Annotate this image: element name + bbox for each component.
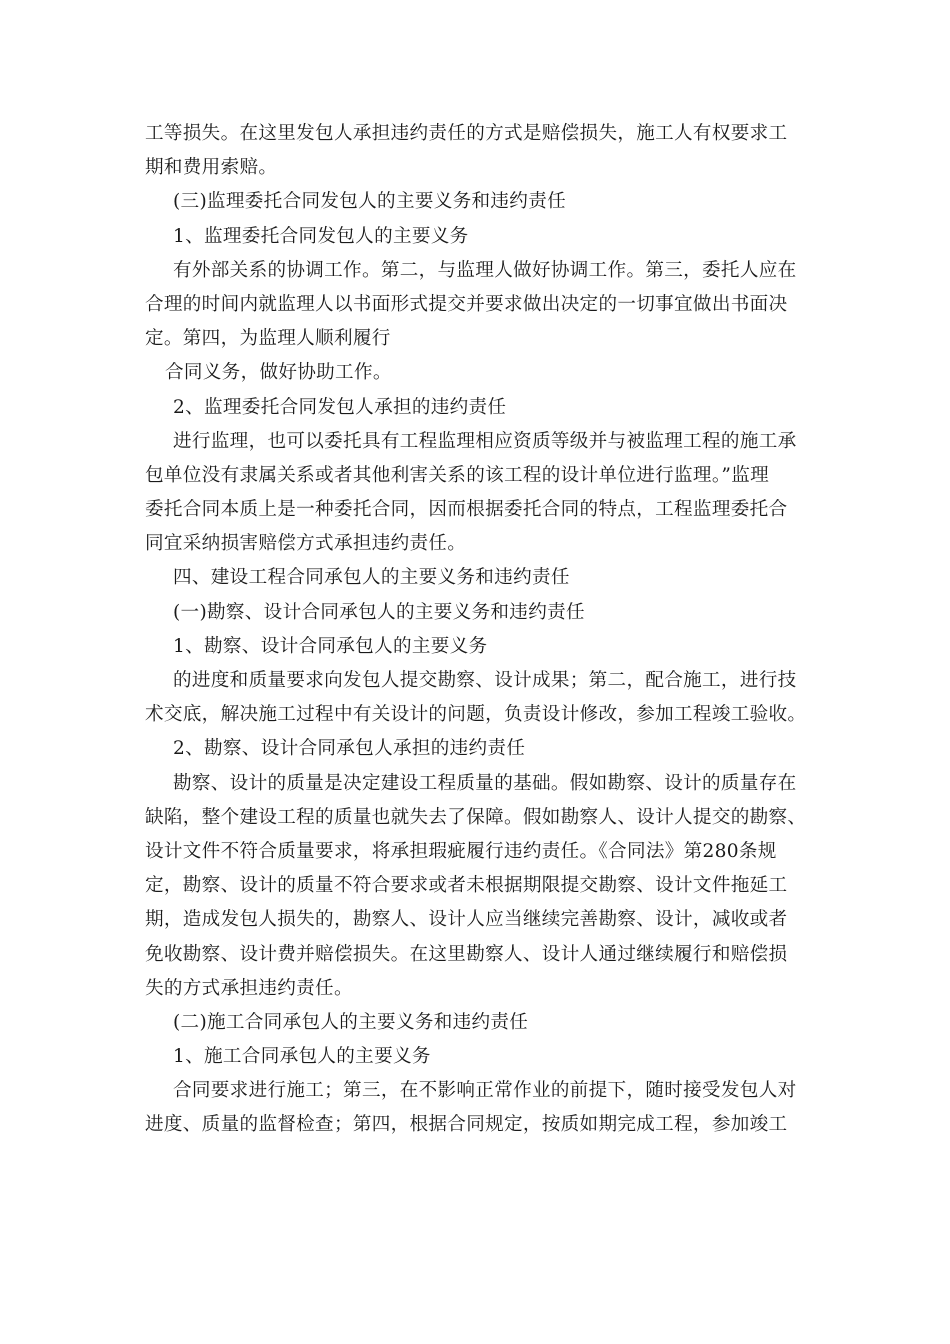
section-heading: (一)勘察、设计合同承包人的主要义务和违约责任 [173, 601, 585, 623]
paragraph-line: 期，造成发包人损失的，勘察人、设计人应当继续完善勘察、设计，减收或者 [145, 909, 788, 931]
section-heading: (二)施工合同承包人的主要义务和违约责任 [173, 1011, 529, 1033]
paragraph-line: 设计文件不符合质量要求，将承担瑕疵履行违约责任。《合同法》第280条规 [145, 840, 777, 862]
paragraph-line: 定。第四，为监理人顺利履行 [145, 328, 391, 350]
chapter-heading: 四、建设工程合同承包人的主要义务和违约责任 [173, 567, 570, 589]
paragraph-line: 勘察、设计的质量是决定建设工程质量的基础。假如勘察、设计的质量存在 [173, 772, 797, 794]
paragraph-line: 合同义务，做好协助工作。 [165, 362, 392, 384]
paragraph-line: 期和费用索赔。 [145, 157, 278, 179]
paragraph-line: 同宜采纳损害赔偿方式承担违约责任。 [145, 533, 467, 555]
paragraph-line: 定，勘察、设计的质量不符合要求或者未根据期限提交勘察、设计文件拖延工 [145, 875, 788, 897]
paragraph-line: 免收勘察、设计费并赔偿损失。在这里勘察人、设计人通过继续履行和赔偿损 [145, 943, 788, 965]
subsection-heading: 2、监理委托合同发包人承担的违约责任 [173, 396, 507, 418]
subsection-heading: 1、勘察、设计合同承包人的主要义务 [173, 635, 488, 657]
subsection-heading: 1、施工合同承包人的主要义务 [173, 1046, 431, 1068]
paragraph-line: 委托合同本质上是一种委托合同，因而根据委托合同的特点，工程监理委托合 [145, 499, 788, 521]
paragraph-line: 进行监理，也可以委托具有工程监理相应资质等级并与被监理工程的施工承 [173, 430, 797, 452]
paragraph-line: 术交底，解决施工过程中有关设计的问题，负责设计修改，参加工程竣工验收。 [145, 704, 807, 726]
section-heading: (三)监理委托合同发包人的主要义务和违约责任 [173, 191, 566, 213]
paragraph-line: 工等损失。在这里发包人承担违约责任的方式是赔偿损失，施工人有权要求工 [145, 123, 788, 144]
paragraph-line: 合理的时间内就监理人以书面形式提交并要求做出决定的一切事宜做出书面决 [145, 293, 788, 315]
paragraph-line: 失的方式承担违约责任。 [145, 977, 353, 999]
paragraph-line: 包单位没有隶属关系或者其他利害关系的该工程的设计单位进行监理。”监理 [145, 464, 770, 486]
paragraph-line: 进度、质量的监督检查；第四，根据合同规定，按质如期完成工程，参加竣工 [145, 1114, 788, 1136]
paragraph-line: 缺陷，整个建设工程的质量也就失去了保障。假如勘察人、设计人提交的勘察、 [145, 806, 807, 828]
document-body [145, 117, 810, 1143]
paragraph-line: 合同要求进行施工；第三，在不影响正常作业的前提下，随时接受发包人对 [173, 1080, 797, 1102]
paragraph-line: 的进度和质量要求向发包人提交勘察、设计成果；第二，配合施工，进行技 [173, 670, 797, 691]
paragraph-line: 有外部关系的协调工作。第二，与监理人做好协调工作。第三，委托人应在 [173, 259, 797, 281]
subsection-heading: 1、监理委托合同发包人的主要义务 [173, 225, 469, 247]
subsection-heading: 2、勘察、设计合同承包人承担的违约责任 [173, 738, 526, 760]
